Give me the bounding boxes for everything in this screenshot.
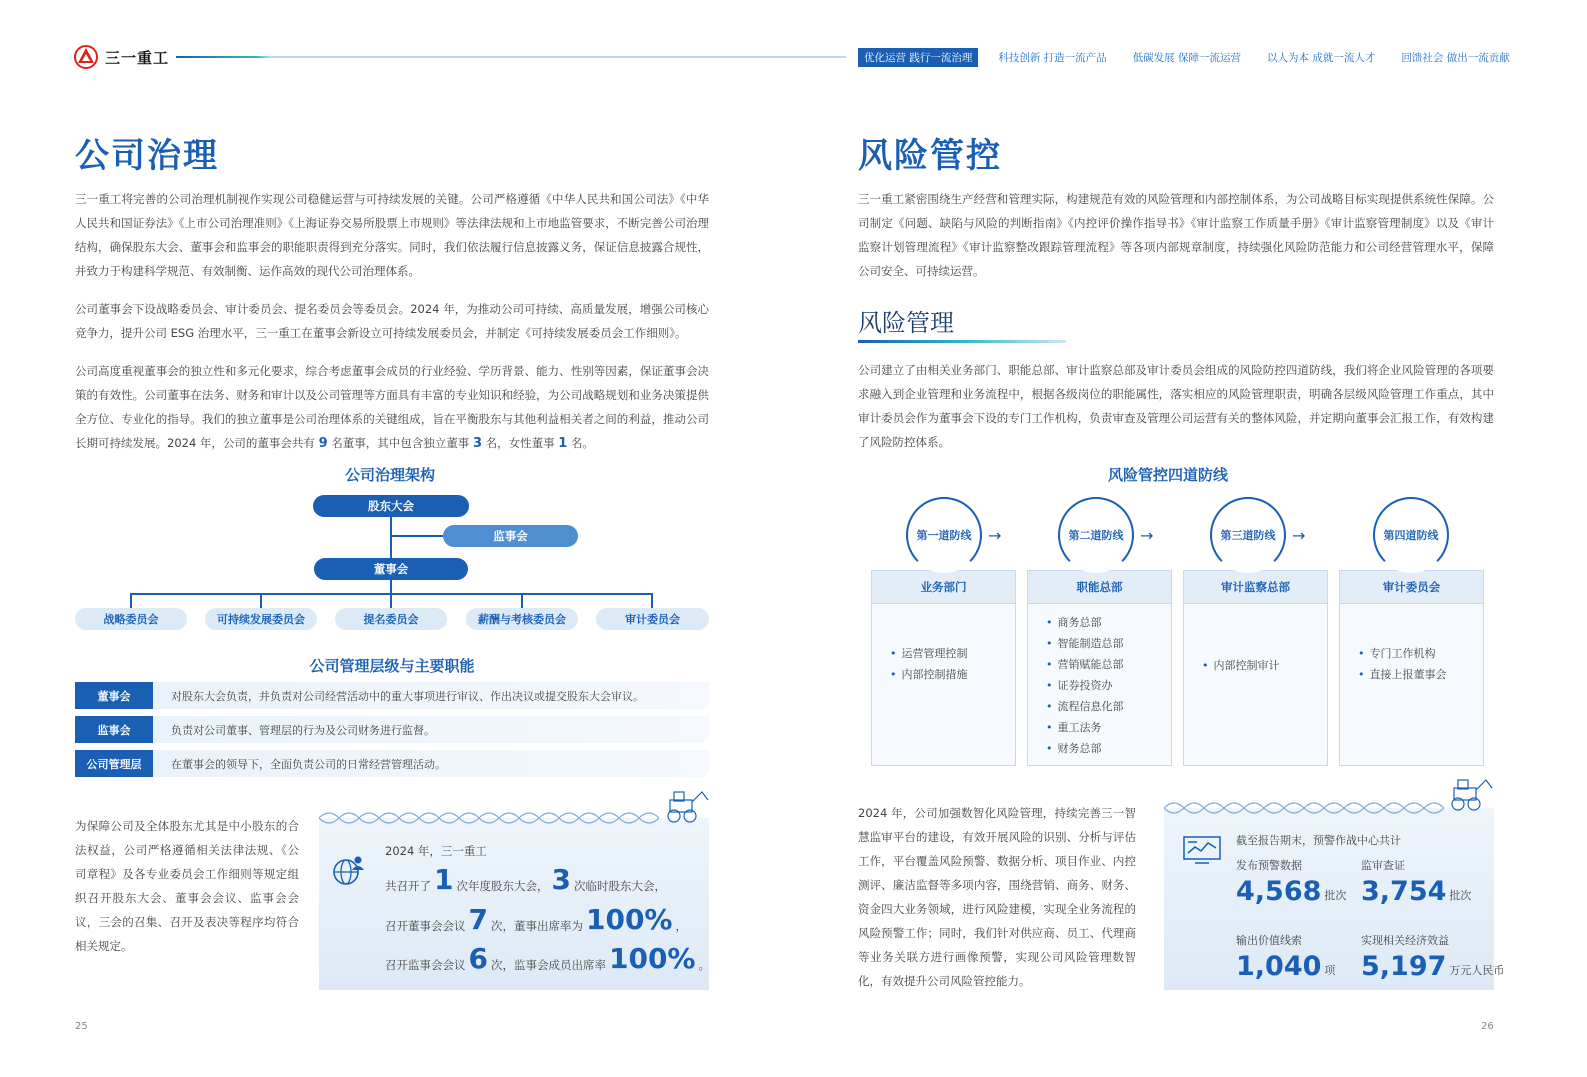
stats-board-meetings: 召开董事会会议 7 次，董事出席率为 100% ， [385, 903, 687, 936]
org-connector [390, 593, 392, 608]
level-row [75, 716, 709, 743]
nav-item-technology[interactable]: 科技创新 打造一流产品 [998, 52, 1107, 64]
defense-line-circle: 第三道防线 [1210, 497, 1286, 573]
defense-lines-title: 风险管控四道防线 [1107, 466, 1228, 484]
metrics-intro: 截至报告期末，预警作战中心共计 [1236, 834, 1401, 847]
defense-items [1358, 643, 1447, 685]
stats-supervisory-meetings: 召开监事会会议 6 次，监事会成员出席率 100% 。 [385, 942, 710, 975]
risk-management-paragraph: 公司建立了由相关业务部门、职能总部、审计监察总部及审计委员会组成的风险防控四道防线，我们将企业风险管理的各项要求融入到企业管理和业务流程中，根据各级岗位的职能属性，落实相应的风险管理职责，明确各层级风险管理工作重点，其中审计委员会作为董事会下设的专门工作机构，负责审查及管理公司运营有关的整体风险，并定期向董事会汇报工作，有效构建了风险防控体系。 [858, 363, 1494, 449]
excavator-icon [652, 786, 710, 826]
defense-head: 审计委员会 [1340, 571, 1483, 604]
level-description: 对股东大会负责，并负责对公司经营活动中的重大事项进行审议、作出决议或提交股东大会审议。 [153, 682, 709, 709]
excavator-icon [1436, 774, 1494, 814]
nav-item-governance[interactable]: 优化运营 践行一流治理 [858, 48, 978, 67]
list-item: • 智能制造总部 [1046, 633, 1124, 654]
arrow-right-icon: → [1292, 526, 1306, 545]
committee-audit: 审计委员会 [596, 608, 709, 630]
level-row [75, 750, 709, 777]
digital-risk-paragraph: 2024 年，公司加强数智化风险管理，持续完善三一智慧监审平台的建设，有效开展风险的识别、分析与评估工作，平台覆盖风险预警、数据分析、项目作业、内控测评、廉洁监督等多项内容，围绕营销、商务、财务、资金四大业务领域，进行风险建模，实现全业务流程的风险预警工作；同时，我们针对供应商、员工、代理商等业务关联方进行画像预警，实现公司风险管理数智化，有效提升公司风险管控能力。 [858, 806, 1136, 988]
defense-head: 职能总部 [1028, 571, 1171, 604]
nav-item-low-carbon[interactable]: 低碳发展 保障一流运营 [1132, 52, 1242, 64]
level-description: 负责对公司董事、管理层的行为及公司财务进行监督。 [153, 716, 709, 743]
org-connector [651, 593, 653, 608]
list-item: • 流程信息化部 [1046, 696, 1124, 717]
wave-decoration [319, 808, 659, 828]
org-connector [390, 580, 392, 594]
level-tag: 监事会 [75, 716, 153, 743]
risk-management-subtitle: 风险管理 [858, 309, 954, 337]
governance-intro-paragraph: 三一重工将完善的公司治理机制视作实现公司稳健运营与可持续发展的关键。公司严格遵循《中华人民共和国公司法》《中华人民共和国证券法》《上市公司治理准则》《上海证券交易所股票上市规则》等法律法规和上市地监管要求，不断完善公司治理结构，确保股东大会、董事会和监事会的职能职责得到充分落实。同时，我们依法履行信息披露义务，保证信息披露合规性，并致力于构建科学规范、有效制衡、运作高效的现代公司治理体系。 [75, 192, 709, 278]
list-item: • 重工法务 [1046, 717, 1124, 738]
list-item: • 商务总部 [1046, 612, 1124, 633]
page-number-left: 25 [75, 1021, 88, 1032]
defense-column [871, 570, 1016, 766]
defense-items [890, 643, 968, 685]
list-item: • 营销赋能总部 [1046, 654, 1124, 675]
arrow-right-icon: → [988, 526, 1002, 545]
stats-shareholder-meetings: 共召开了 1 次年度股东大会， 3 次临时股东大会， [385, 863, 666, 896]
metric-value: 4,568 批次 [1236, 876, 1347, 907]
metric-value: 5,197 万元人民币 [1361, 951, 1505, 982]
defense-line-circle: 第四道防线 [1373, 497, 1449, 573]
list-item: • 财务总部 [1046, 738, 1124, 759]
levels-title: 公司管理层级与主要职能 [309, 657, 475, 675]
org-chart-title: 公司治理架构 [344, 466, 435, 484]
org-connector [260, 593, 262, 608]
sany-logo-icon [73, 45, 99, 69]
arrow-right-icon: → [1140, 526, 1154, 545]
page-title-governance: 公司治理 [75, 136, 219, 176]
committee-paragraph: 公司董事会下设战略委员会、审计委员会、提名委员会等委员会。2024 年，为推动公司可持续、高质量发展，增强公司核心竞争力，提升公司 ESG 治理水平，三一重工在董事会新设立可持续发展委员会，并制定《可持续发展委员会工作细则》。 [75, 302, 709, 340]
metric-value: 1,040 项 [1236, 951, 1336, 982]
metric-label: 发布预警数据 [1236, 859, 1302, 872]
list-item: • 内部控制措施 [890, 664, 968, 685]
defense-items [1046, 612, 1124, 759]
org-connector [521, 593, 523, 608]
defense-line-circle: 第一道防线 [906, 497, 982, 573]
defense-column [1027, 570, 1172, 766]
subtitle-underline [858, 340, 1066, 343]
nav-item-people[interactable]: 以人为本 成就一流人才 [1267, 52, 1376, 64]
shareholder-rights-paragraph: 为保障公司及全体股东尤其是中小股东的合法权益，公司严格遵循相关法律法规、《公司章程》及各专业委员会工作细则等规定组织召开股东大会、董事会会议、监事会会议，三会的召集、召开及表决等程序均符合相关规定。 [75, 819, 299, 953]
list-item: • 内部控制审计 [1202, 655, 1280, 676]
metric-label: 输出价值线索 [1236, 934, 1302, 947]
supervisory-board-node: 监事会 [443, 525, 578, 547]
defense-column [1183, 570, 1328, 766]
logo-text: 三一重工 [105, 48, 170, 67]
page-title-risk-control: 风险管控 [858, 136, 1002, 176]
company-logo [73, 45, 169, 69]
monitor-chart-icon [1183, 836, 1221, 864]
header-divider [176, 56, 846, 58]
committee-strategy: 战略委员会 [75, 608, 187, 630]
metric-label: 实现相关经济效益 [1361, 934, 1449, 947]
defense-column [1339, 570, 1484, 766]
org-connector [390, 516, 392, 560]
globe-people-icon [331, 852, 367, 888]
committee-nomination: 提名委员会 [335, 608, 447, 630]
board-node: 董事会 [314, 558, 468, 580]
section-nav [858, 48, 1516, 67]
stats-year-line: 2024 年，三一重工 [385, 844, 487, 858]
list-item: • 专门工作机构 [1358, 643, 1447, 664]
defense-line-circle: 第二道防线 [1058, 497, 1134, 573]
list-item: • 证券投资办 [1046, 675, 1124, 696]
level-row [75, 682, 709, 709]
level-description: 在董事会的领导下，全面负责公司的日常经营管理活动。 [153, 750, 709, 777]
board-diversity-paragraph: 公司高度重视董事会的独立性和多元化要求，综合考虑董事会成员的行业经验、学历背景、能力、性别等因素，保证董事会决策的有效性。公司董事在法务、财务和审计以及公司管理等方面具有丰富的专业知识和经验，为公司战略规划和业务决策提供全方位、专业化的指导。我们的独立董事是公司治理体系的关键组成，旨在平衡股东与其他利益相关者之间的利益，推动公司长期可持续发展。2024 年，公司的董事会共有 9 名董事，其中包含独立董事 3 名，女性董事 1 名。 [75, 364, 709, 451]
list-item: • 直接上报董事会 [1358, 664, 1447, 685]
page-number-right: 26 [1481, 1021, 1494, 1032]
level-tag: 公司管理层 [75, 750, 153, 777]
nav-item-society[interactable]: 回馈社会 做出一流贡献 [1401, 52, 1510, 64]
committee-sustainability: 可持续发展委员会 [205, 608, 317, 630]
list-item: • 运营管理控制 [890, 643, 968, 664]
defense-head: 审计监察总部 [1184, 571, 1327, 604]
defense-head: 业务部门 [872, 571, 1015, 604]
wave-decoration [1164, 798, 1444, 818]
defense-items [1202, 655, 1280, 676]
committee-remuneration: 薪酬与考核委员会 [466, 608, 578, 630]
level-tag: 董事会 [75, 682, 153, 709]
metric-value: 3,754 批次 [1361, 876, 1472, 907]
shareholders-meeting-node: 股东大会 [313, 495, 469, 517]
org-connector [130, 593, 132, 608]
risk-intro-paragraph: 三一重工紧密围绕生产经营和管理实际，构建规范有效的风险管理和内部控制体系，为公司战略目标实现提供系统性保障。公司制定《问题、缺陷与风险的判断指南》《内控评价操作指导书》《审计监察工作质量手册》《审计监察管理制度》以及《审计监察计划管理流程》《审计监察整改跟踪管理流程》等各项内部规章制度，持续强化风险防范能力和公司经营管理水平，保障公司安全、可持续运营。 [858, 192, 1494, 278]
metric-label: 监审查证 [1361, 859, 1405, 872]
org-connector [391, 535, 443, 537]
